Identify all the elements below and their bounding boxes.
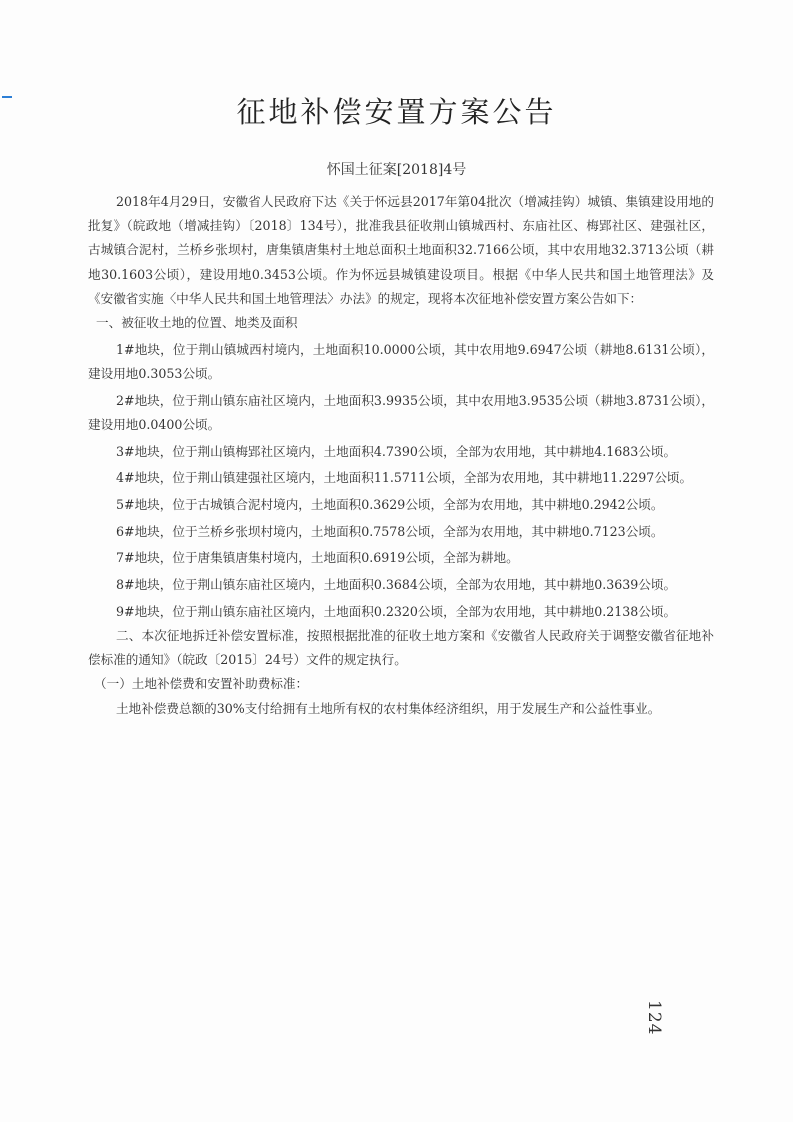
- section-heading-1: 一、被征收土地的位置、地类及面积: [96, 315, 298, 331]
- parcel-item: 3#地块，位于荆山镇梅郢社区境内，土地面积4.7390公顷，全部为农用地，其中耕地4.1683公顷。: [116, 443, 677, 459]
- subsection-heading-1: （一）土地补偿费和安置补助费标准：: [94, 676, 309, 692]
- document-body: [88, 190, 714, 721]
- parcel-item: 9#地块，位于荆山镇东庙社区境内，土地面积0.2320公顷，全部为农用地，其中耕地0.2138公顷。: [116, 603, 677, 619]
- parcel-item: 1#地块，位于荆山镇城西村境内，土地面积10.0000公顷，其中农用地9.6947公顷（耕地8.6131公顷），建设用地0.3053公顷。: [88, 341, 714, 381]
- document-title: 征地补偿安置方案公告: [236, 95, 557, 129]
- document-number: 怀国土征案[2018]4号: [326, 162, 467, 178]
- page-number: 124: [644, 1000, 664, 1036]
- parcel-item: 6#地块，位于兰桥乡张坝村境内，土地面积0.7578公顷，全部为农用地，其中耕地0.7123公顷。: [116, 523, 664, 539]
- intro-paragraph: 2018年4月29日，安徽省人民政府下达《关于怀远县2017年第04批次（增减挂钩）城镇、集镇建设用地的批复》（皖政地（增减挂钩）〔2018〕134号），批准我县征收荆山镇城西村、东庙社区、梅郢社区、建强社区，古城镇合泥村，兰桥乡张坝村，唐集镇唐集村土地总面积土地面积32.7166公顷，其中农用地32.3713公顷（耕地30.1603公顷），建设用地0.3453公顷。作为怀远县城镇建设项目。根据《中华人民共和国土地管理法》及《安徽省实施〈中华人民共和国土地管理法〉办法》的规定，现将本次征地补偿安置方案公告如下：: [88, 194, 714, 306]
- parcel-item: 4#地块，位于荆山镇建强社区境内，土地面积11.5711公顷，全部为农用地，其中耕地11.2297公顷。: [116, 470, 693, 486]
- parcel-item: 2#地块，位于荆山镇东庙社区境内，土地面积3.9935公顷，其中农用地3.9535公顷（耕地3.8731公顷），建设用地0.0400公顷。: [88, 392, 714, 432]
- section-paragraph-2: 二、本次征地拆迁补偿安置标准，按照根据批准的征收土地方案和《安徽省人民政府关于调整安徽省征地补偿标准的通知》（皖政〔2015〕24号）文件的规定执行。: [88, 627, 714, 668]
- parcel-item: 5#地块，位于古城镇合泥村境内，土地面积0.3629公顷，全部为农用地，其中耕地0.2942公顷。: [116, 496, 664, 512]
- parcel-item: 8#地块，位于荆山镇东庙社区境内，土地面积0.3684公顷，全部为农用地，其中耕地0.3639公顷。: [116, 577, 677, 593]
- parcel-item: 7#地块，位于唐集镇唐集村境内，土地面积0.6919公顷，全部为耕地。: [116, 550, 519, 566]
- subsection-paragraph-1: 土地补偿费总额的30%支付给拥有土地所有权的农村集体经济组织，用于发展生产和公益性事业。: [116, 700, 661, 716]
